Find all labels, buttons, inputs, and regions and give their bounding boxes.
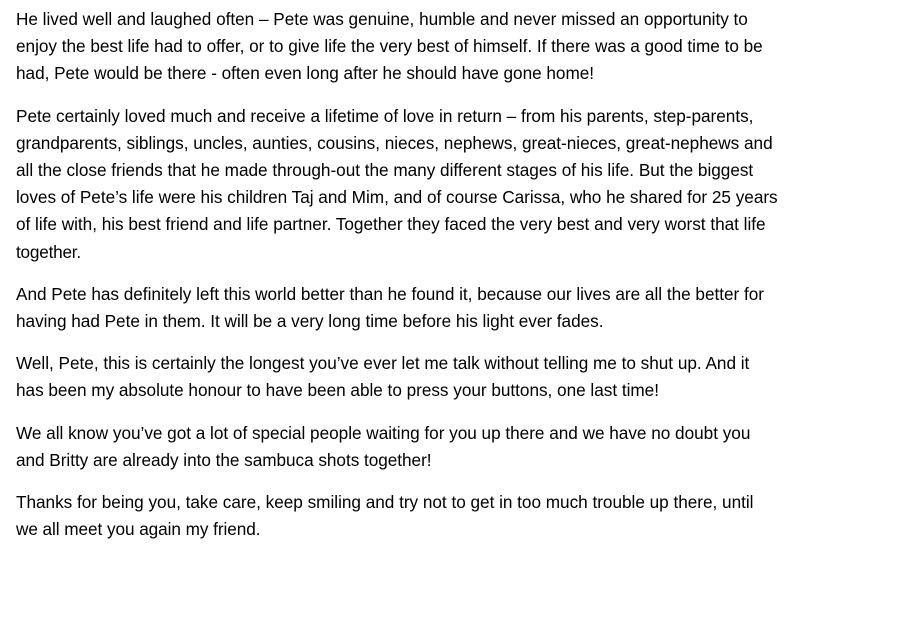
text-line: We all know you’ve got a lot of special people waiting for you up there and we have no doubt you (16, 422, 751, 443)
text-line: all the close friends that he made through-out the many different stages of his life. But the biggest (16, 160, 754, 181)
text-line: Thanks for being you, take care, keep smiling and try not to get in too much trouble up there, until (16, 492, 754, 513)
text-line: having had Pete in them. It will be a very long time before his light ever fades. (16, 311, 604, 332)
text-line: grandparents, siblings, uncles, aunties, cousins, nieces, nephews, great-nieces, great-nephews and (16, 132, 773, 153)
text-line: of life with, his best friend and life partner. Together they faced the very best and very worst that life (16, 214, 766, 235)
text-line: enjoy the best life had to offer, or to give life the very best of himself. If there was a good time to be (16, 36, 763, 57)
text-line: has been my absolute honour to have been able to press your buttons, one last time! (16, 380, 659, 401)
paragraph-3 (16, 281, 886, 335)
paragraph-5 (16, 420, 886, 474)
text-line: and Britty are already into the sambuca shots together! (16, 449, 432, 470)
paragraph-6 (16, 489, 886, 543)
text-line: had, Pete would be there - often even long after he should have gone home! (16, 63, 595, 84)
text-line: Well, Pete, this is certainly the longest you’ve ever let me talk without telling me to shut up. And it (16, 353, 750, 374)
document-page (16, 6, 886, 558)
paragraph-4 (16, 350, 886, 404)
text-line: loves of Pete’s life were his children Taj and Mim, and of course Carissa, who he shared for 25 years (16, 187, 778, 208)
text-line: Pete certainly loved much and receive a lifetime of love in return – from his parents, step-parents, (16, 105, 754, 126)
text-line: And Pete has definitely left this world better than he found it, because our lives are all the better for (16, 283, 765, 304)
paragraph-1 (16, 6, 886, 88)
text-line: He lived well and laughed often – Pete was genuine, humble and never missed an opportunity to (16, 9, 748, 29)
text-line: together. (16, 241, 81, 262)
paragraph-2 (16, 103, 886, 266)
text-line: we all meet you again my friend. (16, 519, 261, 540)
